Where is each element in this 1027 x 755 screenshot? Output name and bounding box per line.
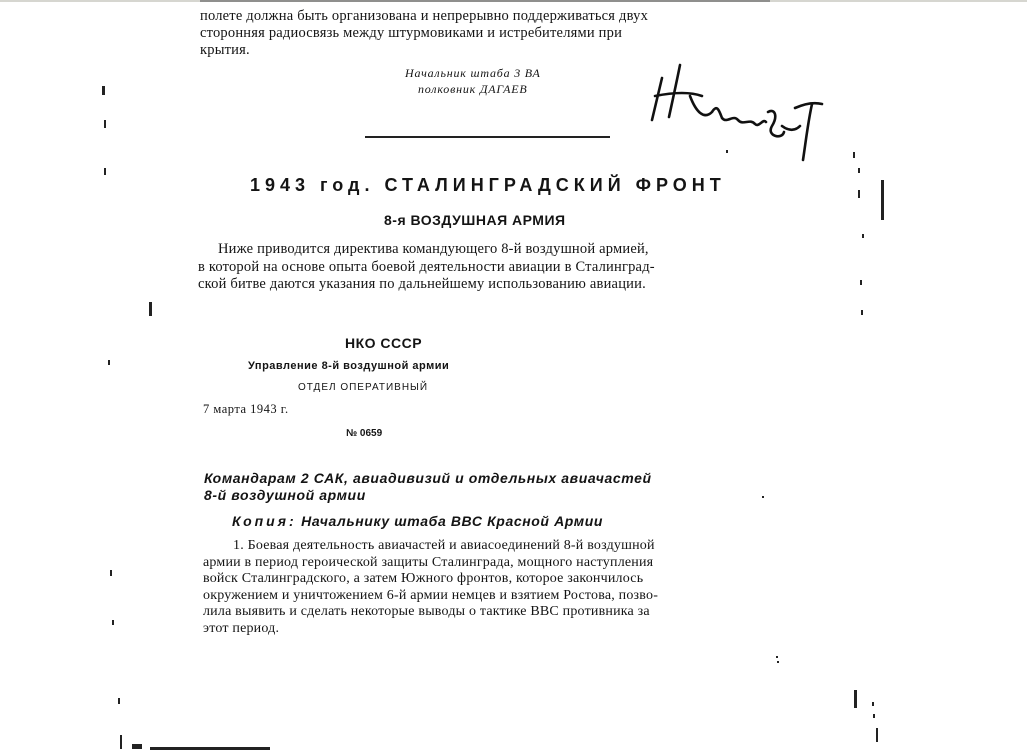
directive-number: № 0659 bbox=[346, 428, 383, 439]
text-line: 8-й воздушной армии bbox=[204, 487, 366, 503]
addressees bbox=[204, 470, 652, 504]
copy-recipient: Начальнику штаба ВВС Красной Армии bbox=[301, 513, 604, 529]
cut-off-line bbox=[200, 0, 770, 6]
signer-title: Начальник штаба 3 ВА bbox=[405, 66, 541, 80]
army-heading: 8-я ВОЗДУШНАЯ АРМИЯ bbox=[384, 212, 566, 228]
text-line: в которой на основе опыта боевой деятельности авиации в Сталинград- bbox=[198, 258, 655, 275]
directive-date: 7 марта 1943 г. bbox=[203, 402, 289, 416]
text-line: 1. Боевая деятельность авиачастей и авиасоединений 8-й воздушной bbox=[233, 538, 655, 553]
organization: НКО СССР bbox=[345, 335, 423, 351]
section: ОТДЕЛ ОПЕРАТИВНЫЙ bbox=[298, 382, 429, 393]
paragraph-1 bbox=[203, 538, 658, 638]
text-line: полете должна быть организована и непрерывно поддерживаться двух bbox=[200, 8, 649, 24]
text-line: ской битве даются указания по дальнейшему использованию авиации. bbox=[198, 276, 646, 292]
text-line: сторонняя радиосвязь между штурмовиками и истребителями при bbox=[200, 25, 623, 41]
text-line: крытия. bbox=[200, 42, 250, 58]
front-heading: 1943 год. СТАЛИНГРАДСКИЙ ФРОНТ bbox=[250, 175, 726, 195]
text-line: армии в период героической защиты Сталинграда, мощного наступления bbox=[203, 554, 654, 570]
text-line: войск Сталинградского, а затем Южного фронтов, которое закончилось bbox=[203, 571, 644, 587]
preceding-text bbox=[200, 8, 648, 59]
text-line: Ниже приводится директива командующего 8-й воздушной армией, bbox=[218, 241, 649, 257]
text-line: этот период. bbox=[203, 620, 280, 636]
text-line: окружением и уничтожением 6-й армии немцев и взятием Ростова, позво- bbox=[203, 587, 659, 603]
separator-rule bbox=[365, 136, 610, 138]
text-line: лила выявить и сделать некоторые выводы о тактике ВВС противника за bbox=[203, 604, 650, 620]
intro-paragraph bbox=[198, 241, 655, 294]
department: Управление 8-й воздушной армии bbox=[248, 360, 450, 372]
signer-name: полковник ДАГАЕВ bbox=[418, 82, 528, 96]
text-line: Командарам 2 САК, авиадивизий и отдельных авиачастей bbox=[204, 470, 652, 486]
copy-line bbox=[232, 514, 603, 528]
copy-label: Копия: bbox=[232, 513, 297, 529]
